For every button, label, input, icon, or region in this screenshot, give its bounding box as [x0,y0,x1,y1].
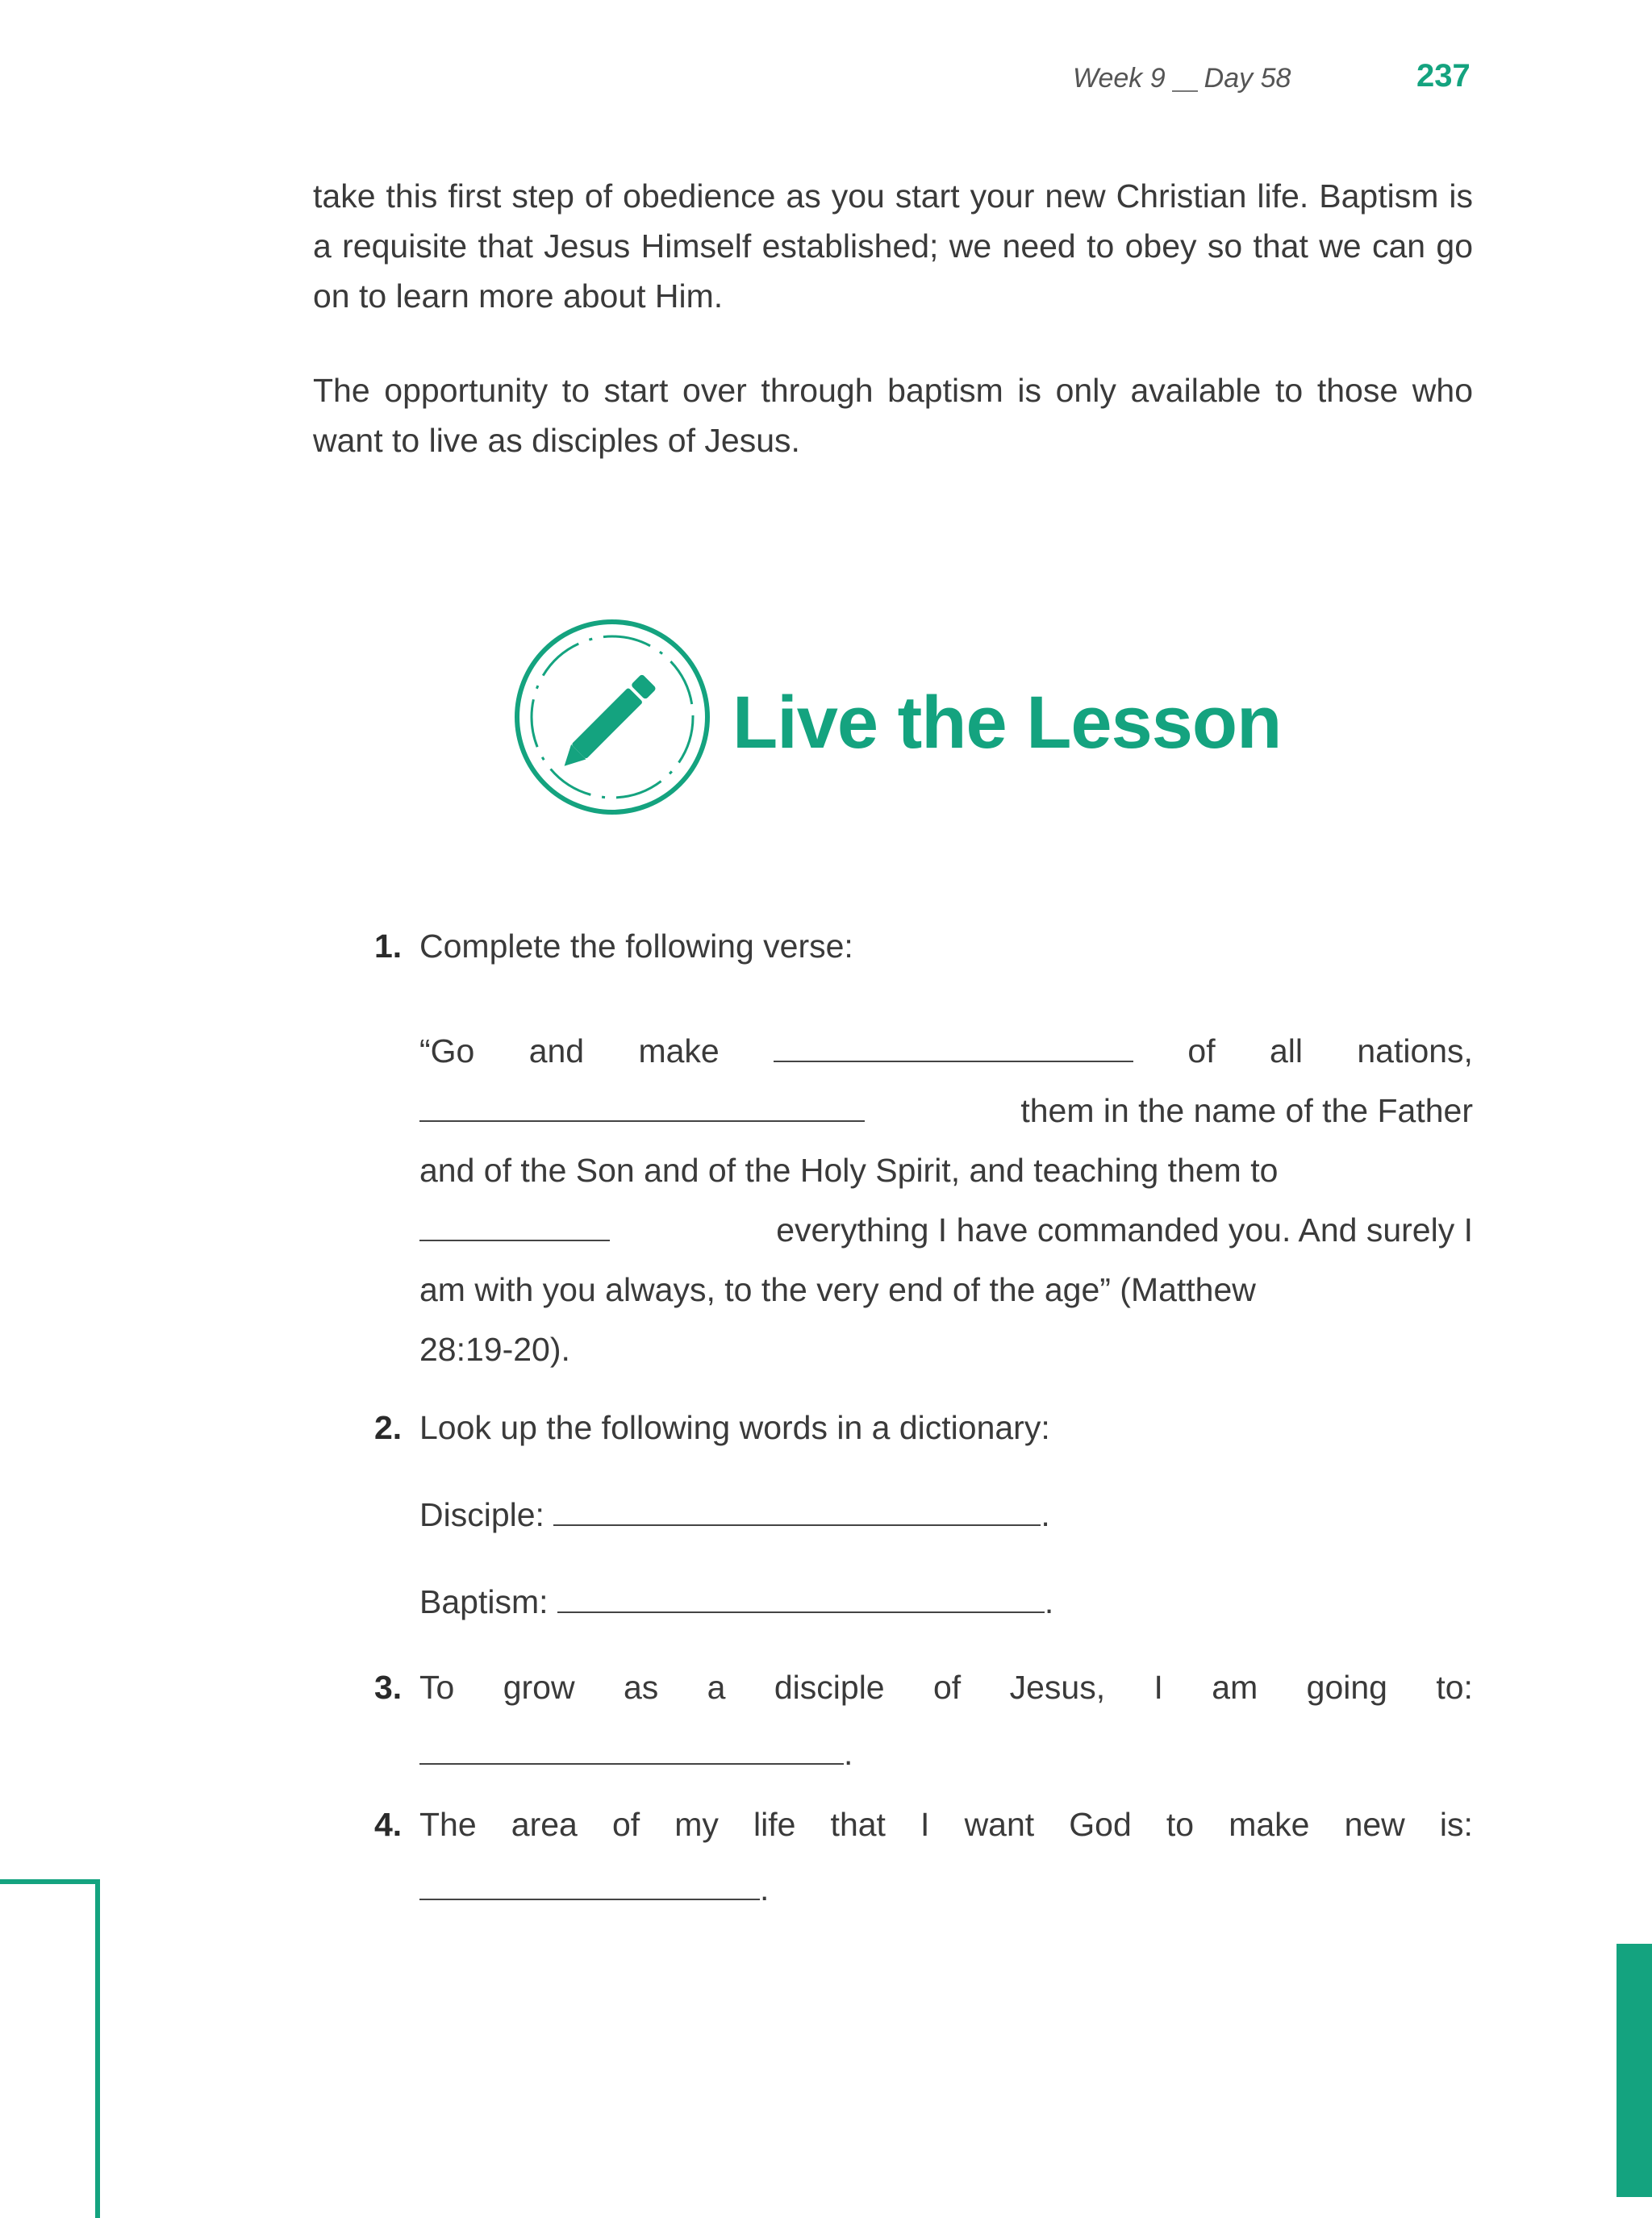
verse-line-4 [419,1200,1473,1260]
verse-line-1 [419,1021,1473,1081]
question-number: 2. [374,1409,403,1446]
verse-word: nations, [1357,1032,1473,1069]
running-head-separator [1172,90,1198,92]
week-label: Week 9 [1073,63,1166,94]
verse-word: of [1187,1032,1216,1069]
verse-line-2 [419,1081,1473,1140]
question-number: 1. [374,928,403,965]
verse-word: “Go [419,1032,475,1069]
pencil-icon [513,618,711,816]
verse-line-5 [419,1260,1473,1320]
period: . [1041,1496,1050,1533]
verse-text: everything I have commanded you. And surely I [776,1211,1473,1249]
page-header [0,55,1652,103]
paragraph-2: The opportunity to start over through baptism is only available to those who want to live as disciples of Jesus. [313,372,1473,459]
period: . [844,1735,853,1772]
question-text: The area of my life that I want God to make new is: [419,1806,1473,1843]
period: . [1044,1583,1054,1620]
banner-title: Live the Lesson [732,682,1282,764]
question-text: Look up the following words in a dictionary: [419,1409,1050,1446]
section-banner [513,618,1282,816]
question-text: To grow as a disciple of Jesus, I am going to: [419,1669,1473,1706]
page-number: 237 [1416,58,1471,94]
question-text: Complete the following verse: [419,928,853,965]
verse-block [419,1021,1473,1379]
verse-text: and of the Son and of the Holy Spirit, and teaching them to [419,1152,1279,1189]
definition-blank-baptism[interactable] [557,1582,1045,1613]
definition-baptism [419,1582,1053,1621]
verse-word: all [1269,1032,1303,1069]
left-edge-tab [0,1879,100,2218]
period: . [760,1870,770,1907]
verse-line-6 [419,1320,1473,1379]
verse-word: make [638,1032,720,1069]
verse-text: 28:19-20). [419,1331,570,1368]
verse-word: and [528,1032,585,1069]
paragraph-1: take this first step of obedience as you start your new Christian life. Baptism is a requisite that Jesus Himself established; we need to obey so that we can go on to learn more about Him. [313,177,1473,315]
day-label: Day 58 [1204,63,1291,94]
term-label: Baptism: [419,1583,549,1620]
question-number: 3. [374,1669,403,1706]
verse-blank-disciples[interactable] [774,1032,1133,1062]
verse-text: am with you always, to the very end of the age” (Matthew [419,1271,1256,1308]
verse-text: them in the name of the Father [1020,1092,1473,1129]
right-edge-tab [1617,1944,1652,2197]
verse-line-3 [419,1140,1473,1200]
answer-blank-3[interactable] [419,1734,844,1765]
term-label: Disciple: [419,1496,544,1533]
verse-blank-obey[interactable] [419,1211,610,1241]
answer-line-4 [419,1870,769,1908]
definition-disciple [419,1495,1050,1534]
verse-blank-baptizing[interactable] [419,1091,865,1122]
running-head [1073,63,1291,94]
definition-blank-disciple[interactable] [553,1495,1041,1526]
question-number: 4. [374,1806,403,1843]
answer-line-3 [419,1734,853,1773]
answer-blank-4[interactable] [419,1870,760,1900]
